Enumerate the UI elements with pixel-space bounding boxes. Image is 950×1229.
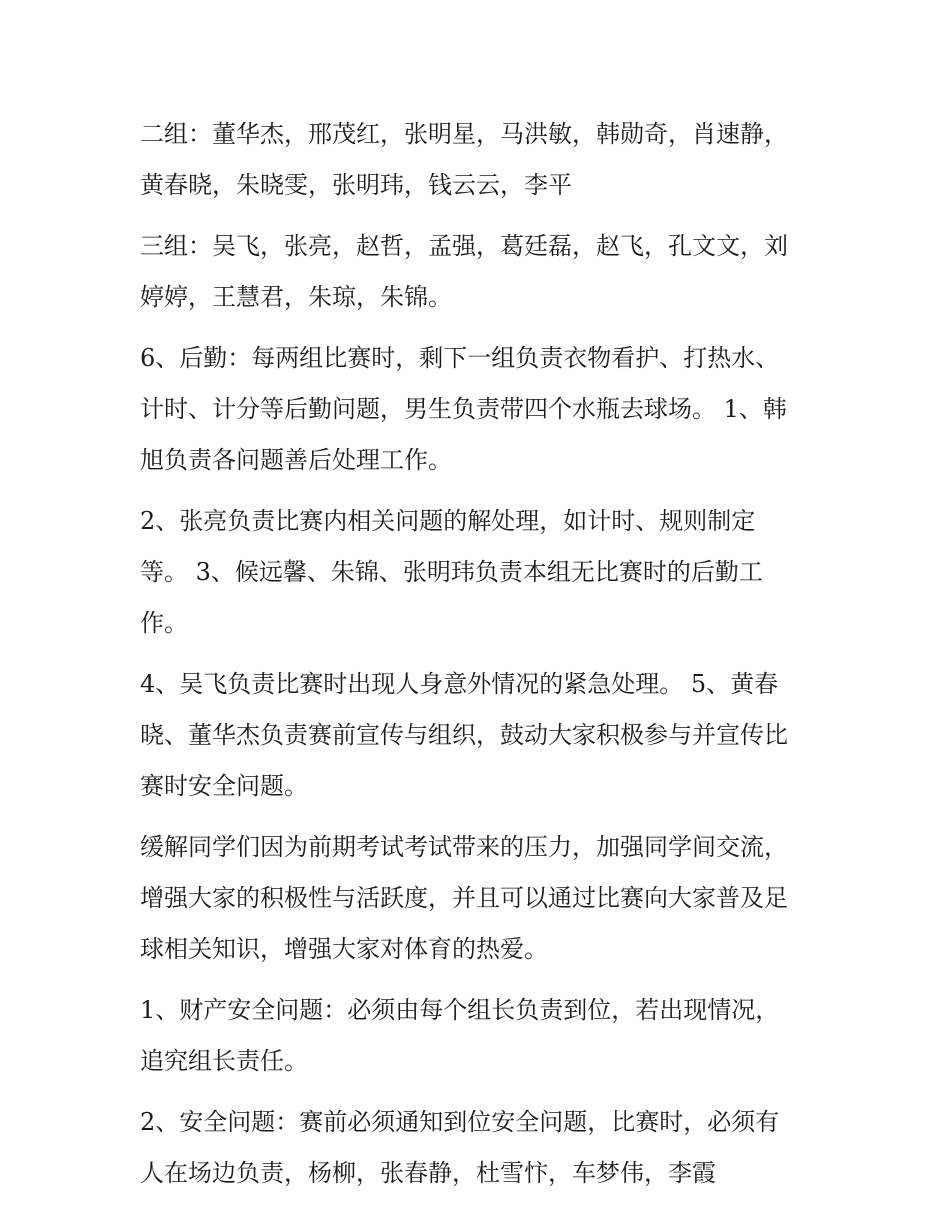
paragraph-group-two (140, 109, 820, 211)
paragraph-logistics (140, 333, 820, 486)
text-line: 作。 (140, 609, 188, 637)
paragraph-purpose (140, 822, 820, 975)
document-body (140, 109, 820, 1209)
text-line: 2、张亮负责比赛内相关问题的解处理，如计时、规则制定 (140, 507, 756, 535)
text-line: 6、后勤：每两组比赛时，剩下一组负责衣物看护、打热水、 (140, 344, 780, 372)
text-line: 4、吴飞负责比赛时出现人身意外情况的紧急处理。 5、黄春 (140, 670, 779, 698)
text-line: 旭负责各问题善后处理工作。 (140, 446, 452, 474)
text-line: 计时、计分等后勤问题，男生负责带四个水瓶去球场。 1、韩 (140, 395, 787, 423)
text-line: 球相关知识，增强大家对体育的热爱。 (140, 935, 548, 963)
text-line: 增强大家的积极性与活跃度，并且可以通过比赛向大家普及足 (140, 884, 788, 912)
paragraph-safety (140, 1097, 820, 1199)
text-line: 赛时安全问题。 (140, 772, 308, 800)
text-line: 二组：董华杰，邢茂红，张明星，马洪敏，韩勋奇，肖速静， (140, 120, 788, 148)
text-line: 婷婷，王慧君，朱琼，朱锦。 (140, 283, 452, 311)
text-line: 人在场边负责，杨柳，张春静，杜雪忭，车梦伟，李霞 (140, 1159, 716, 1187)
text-line: 缓解同学们因为前期考试考试带来的压力，加强同学间交流， (140, 833, 788, 861)
paragraph-duty-4-5 (140, 659, 820, 812)
paragraph-property-safety (140, 985, 820, 1087)
paragraph-duty-2-3 (140, 496, 820, 649)
text-line: 晓、董华杰负责赛前宣传与组织，鼓动大家积极参与并宣传比 (140, 721, 788, 749)
text-line: 追究组长责任。 (140, 1047, 308, 1075)
text-line: 等。 3、候远馨、朱锦、张明玮负责本组无比赛时的后勤工 (140, 558, 763, 586)
text-line: 三组：吴飞，张亮，赵哲，孟强，葛廷磊，赵飞，孔文文，刘 (140, 232, 788, 260)
text-line: 1、财产安全问题：必须由每个组长负责到位，若出现情况， (140, 996, 780, 1024)
text-line: 黄春晓，朱晓雯，张明玮，钱云云，李平 (140, 171, 572, 199)
paragraph-group-three (140, 221, 820, 323)
text-line: 2、安全问题：赛前必须通知到位安全问题，比赛时，必须有 (140, 1108, 780, 1136)
